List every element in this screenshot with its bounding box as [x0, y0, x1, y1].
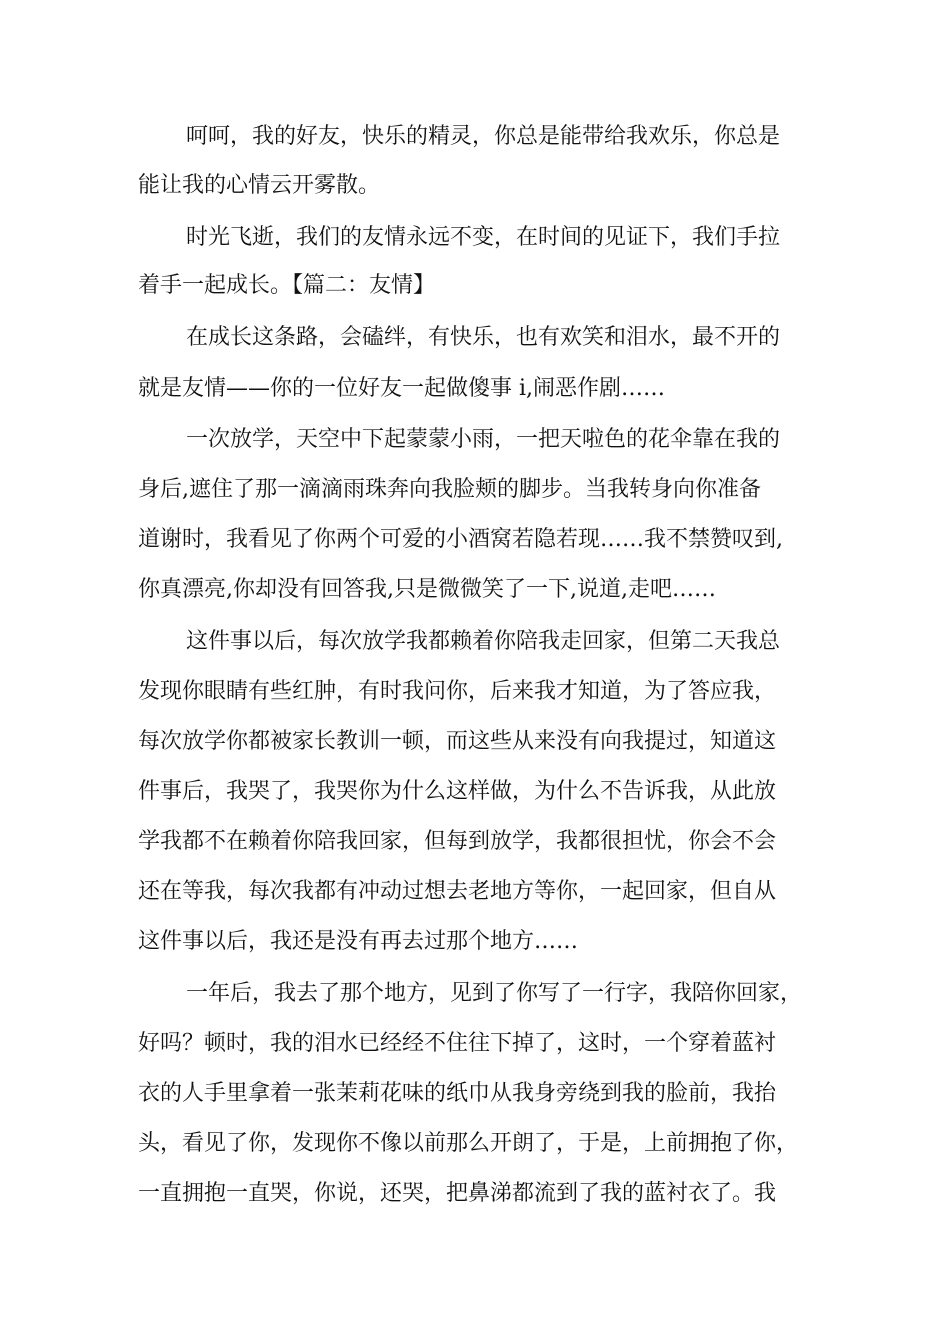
- paragraph-5-line-1: 这件事以后，每次放学我都赖着你陪我走回家，但第二天我总: [186, 629, 781, 654]
- paragraph-5-line-7: 这件事以后，我还是没有再去过那个地方……: [138, 929, 579, 954]
- paragraph-6-line-4: 头，看见了你，发现你不像以前那么开朗了，于是，上前拥抱了你，: [138, 1131, 799, 1156]
- paragraph-5-line-5: 学我都不在赖着你陪我回家，但每到放学，我都很担忧，你会不会: [138, 829, 777, 854]
- paragraph-5-line-3: 每次放学你都被家长教训一顿，而这些从来没有向我提过，知道这: [138, 729, 777, 754]
- paragraph-3-line-2: 就是友情——你的一位好友一起做傻事 i,闹恶作剧……: [138, 376, 666, 401]
- paragraph-6-line-2: 好吗？顿时，我的泪水已经经不住往下掉了，这时，一个穿着蓝衬: [138, 1031, 777, 1056]
- paragraph-5-line-6: 还在等我，每次我都有冲动过想去老地方等你，一起回家，但自从: [138, 879, 777, 904]
- paragraph-6-line-5: 一直拥抱一直哭，你说，还哭，把鼻涕都流到了我的蓝衬衣了。我: [138, 1181, 777, 1206]
- paragraph-1-line-1: 呵呵，我的好友，快乐的精灵，你总是能带给我欢乐，你总是: [186, 124, 781, 149]
- paragraph-3-line-1: 在成长这条路，会磕绊，有快乐，也有欢笑和泪水，最不开的: [186, 325, 781, 350]
- paragraph-2-line-1: 时光飞逝，我们的友情永远不变，在时间的见证下，我们手拉: [186, 225, 781, 250]
- paragraph-4-line-2: 身后,遮住了那一滴滴雨珠奔向我脸颊的脚步。当我转身向你准备: [138, 477, 761, 502]
- paragraph-5-line-2: 发现你眼睛有些红肿，有时我问你，后来我才知道，为了答应我，: [138, 679, 777, 704]
- paragraph-4-line-1: 一次放学，天空中下起蒙蒙小雨，一把天啦色的花伞靠在我的: [186, 427, 781, 452]
- paragraph-4-line-3: 道谢时，我看见了你两个可爱的小酒窝若隐若现……我不禁赞叹到,: [138, 527, 783, 552]
- paragraph-2-line-2: 着手一起成长。【篇二：友情】: [138, 273, 436, 298]
- paragraph-6-line-3: 衣的人手里拿着一张茉莉花味的纸巾从我身旁绕到我的脸前，我抬: [138, 1081, 777, 1106]
- paragraph-6-line-1: 一年后，我去了那个地方，见到了你写了一行字，我陪你回家，: [186, 981, 803, 1006]
- paragraph-4-line-4: 你真漂亮,你却没有回答我,只是微微笑了一下,说道,走吧……: [138, 577, 716, 602]
- paragraph-1-line-2: 能让我的心情云开雾散。: [138, 173, 381, 198]
- paragraph-5-line-4: 件事后，我哭了，我哭你为什么这样做，为什么不告诉我，从此放: [138, 779, 777, 804]
